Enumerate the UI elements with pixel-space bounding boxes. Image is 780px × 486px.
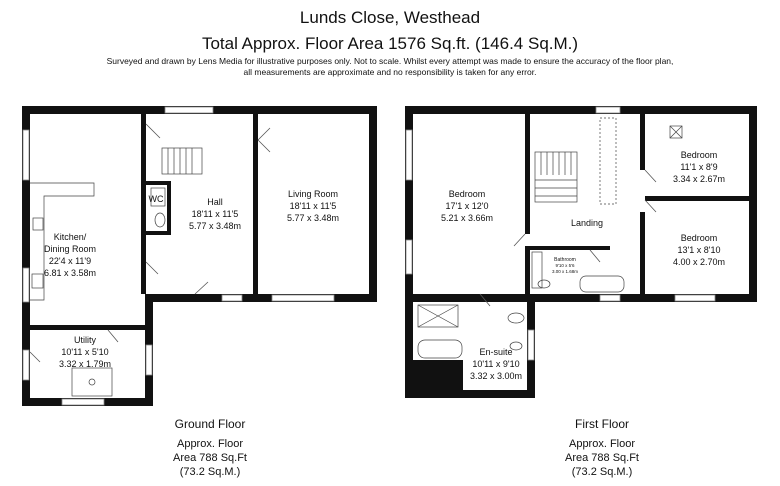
ensuite-toilet-icon — [508, 313, 524, 323]
bedroom3-metric: 4.00 x 2.70m — [672, 257, 726, 267]
bedroom1-imperial: 17'1 x 12'0 — [445, 201, 489, 211]
hall-metric: 5.77 x 3.48m — [188, 221, 242, 231]
landing-name: Landing — [570, 218, 604, 228]
living-imperial: 18'11 x 11'5 — [289, 201, 337, 211]
utility-metric: 3.32 x 1.79m — [58, 359, 112, 369]
first-floor-plan — [405, 106, 757, 398]
utility-name: Utility — [74, 335, 96, 345]
ground-floor-area-3: (73.2 Sq.M.) — [179, 466, 241, 478]
ground-floor-plan — [22, 106, 377, 406]
ensuite-name: En-suite — [479, 347, 513, 357]
plan-title: Lunds Close, Westhead — [299, 8, 481, 27]
wc-name: WC — [148, 194, 164, 204]
ensuite-metric: 3.32 x 3.00m — [469, 371, 523, 381]
bedroom2-metric: 3.34 x 2.67m — [672, 174, 726, 184]
bath-tub-icon — [580, 276, 624, 292]
ground-floor-caption — [130, 417, 290, 479]
first-floor-caption — [522, 417, 682, 479]
first-floor-area-1: Approx. Floor — [568, 438, 636, 450]
bathroom-fittings — [418, 252, 624, 358]
ensuite-bath-icon — [418, 340, 462, 358]
utility-imperial: 10'11 x 5'10 — [61, 347, 109, 357]
wc-toilet-icon — [155, 213, 165, 227]
bath-toilet-icon — [538, 280, 550, 288]
kitchen-imperial: 22'4 x 11'9 — [48, 256, 92, 266]
kitchen-name-1: Kitchen/ — [53, 232, 87, 242]
bathroom-name: Bathroom — [554, 257, 576, 263]
bedroom3-name: Bedroom — [680, 233, 718, 243]
living-metric: 5.77 x 3.48m — [286, 213, 340, 223]
ground-floor-stairs — [162, 148, 202, 174]
hob-icon — [33, 218, 43, 230]
disclaimer-line-2: all measurements are approximate and no responsibility is taken for any error. — [243, 67, 537, 77]
hall-imperial: 18'11 x 11'5 — [191, 209, 239, 219]
kitchen-metric: 6.81 x 3.58m — [43, 268, 97, 278]
ground-floor-area-2: Area 788 Sq.Ft — [173, 452, 247, 464]
disclaimer-line-1: Surveyed and drawn by Lens Media for illustrative purposes only. Not to scale. Whilst every attempt was made to ensure the accuracy of the floor plan, — [106, 56, 674, 66]
living-name: Living Room — [287, 189, 339, 199]
ensuite-imperial: 10'11 x 9'10 — [472, 359, 520, 369]
first-floor-title: First Floor — [575, 417, 629, 431]
first-floor-area-2: Area 788 Sq.Ft — [565, 452, 639, 464]
bedroom2-name: Bedroom — [680, 150, 718, 160]
bathroom-metric: 3.00 x 1.68m — [551, 269, 579, 274]
ground-floor-title: Ground Floor — [174, 417, 246, 431]
first-floor-doors — [480, 170, 656, 306]
bedroom1-metric: 5.21 x 3.66m — [440, 213, 494, 223]
first-floor-area-3: (73.2 Sq.M.) — [571, 466, 633, 478]
first-floor-stairs — [535, 118, 682, 204]
hall-name: Hall — [207, 197, 223, 207]
bedroom1-name: Bedroom — [448, 189, 486, 199]
ground-floor-area-1: Approx. Floor — [176, 438, 244, 450]
utility-sink-icon — [72, 368, 112, 396]
first-floor-windows — [406, 107, 718, 360]
kitchen-name-2: Dining Room — [43, 244, 97, 254]
bedroom3-imperial: 13'1 x 8'10 — [677, 245, 721, 255]
sink-icon — [32, 274, 43, 288]
bathroom-imperial: 9'10 x 5'6 — [555, 263, 575, 268]
bedroom2-imperial: 11'1 x 8'9 — [680, 162, 718, 172]
total-floor-area: Total Approx. Floor Area 1576 Sq.ft. (146.4 Sq.M.) — [201, 34, 579, 53]
